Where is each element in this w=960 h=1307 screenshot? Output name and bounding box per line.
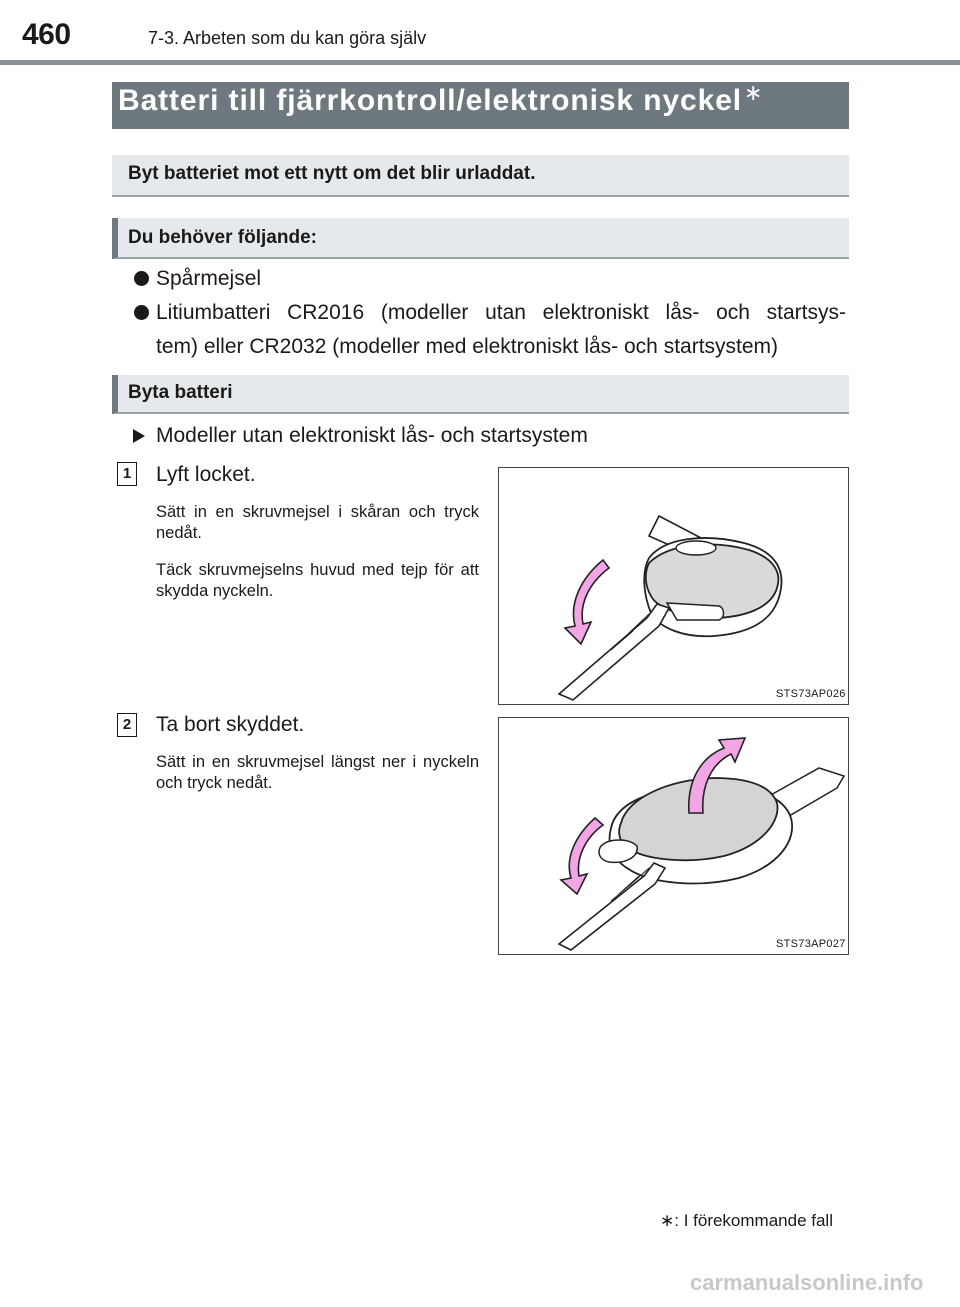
list-item: Litiumbatteri CR2016 (modeller utan elektroniskt lås- och startsys-: [156, 301, 846, 324]
step-2-title: Ta bort skyddet.: [156, 713, 305, 736]
step-number-1: 1: [117, 462, 137, 486]
footnote-text: : I förekommande fall: [674, 1211, 833, 1230]
page-title: Batteri till fjärrkontroll/elektronisk nyckel∗: [118, 80, 764, 117]
list-item-continuation: tem) eller CR2032 (modeller med elektroniskt lås- och startsystem): [156, 335, 779, 358]
figure-2: [498, 717, 849, 955]
figure-1: [498, 467, 849, 705]
needs-heading: Du behöver följande:: [128, 227, 317, 248]
step-1-title: Lyft locket.: [156, 463, 256, 486]
step-number-2: 2: [117, 713, 137, 737]
step-1-note: Täck skruvmejselns huvud med tejp för att skydda nyckeln.: [156, 561, 479, 600]
header-rule: [0, 60, 960, 65]
footnote-marker: ∗: [660, 1211, 675, 1230]
chapter-title: 7-3. Arbeten som du kan göra själv: [148, 28, 427, 48]
model-subheading: Modeller utan elektroniskt lås- och startsystem: [156, 424, 588, 447]
bullet-dot: [134, 271, 149, 291]
key-lift-cover-illustration: [499, 468, 848, 704]
figure-2-label: STS73AP027: [776, 938, 846, 950]
key-remove-cover-illustration: [499, 718, 848, 954]
bullet-dot: [134, 305, 149, 325]
footnote: [660, 1211, 833, 1231]
step-1-note: Sätt in en skruvmejsel i skåran och tryck nedåt.: [156, 503, 479, 542]
title-footnote-marker: ∗: [744, 80, 764, 105]
list-item: Spårmejsel: [156, 267, 262, 290]
step-2-note: Sätt in en skruvmejsel längst ner i nyckeln och tryck nedåt.: [156, 753, 479, 792]
figure-1-label: STS73AP026: [776, 688, 846, 700]
triangle-bullet-icon: [133, 429, 145, 448]
page-number: 460: [22, 18, 71, 51]
replace-heading: Byta batteri: [128, 382, 233, 403]
intro-text: Byt batteriet mot ett nytt om det blir urladdat.: [128, 163, 536, 184]
watermark: carmanualsonline.info: [690, 1270, 924, 1295]
